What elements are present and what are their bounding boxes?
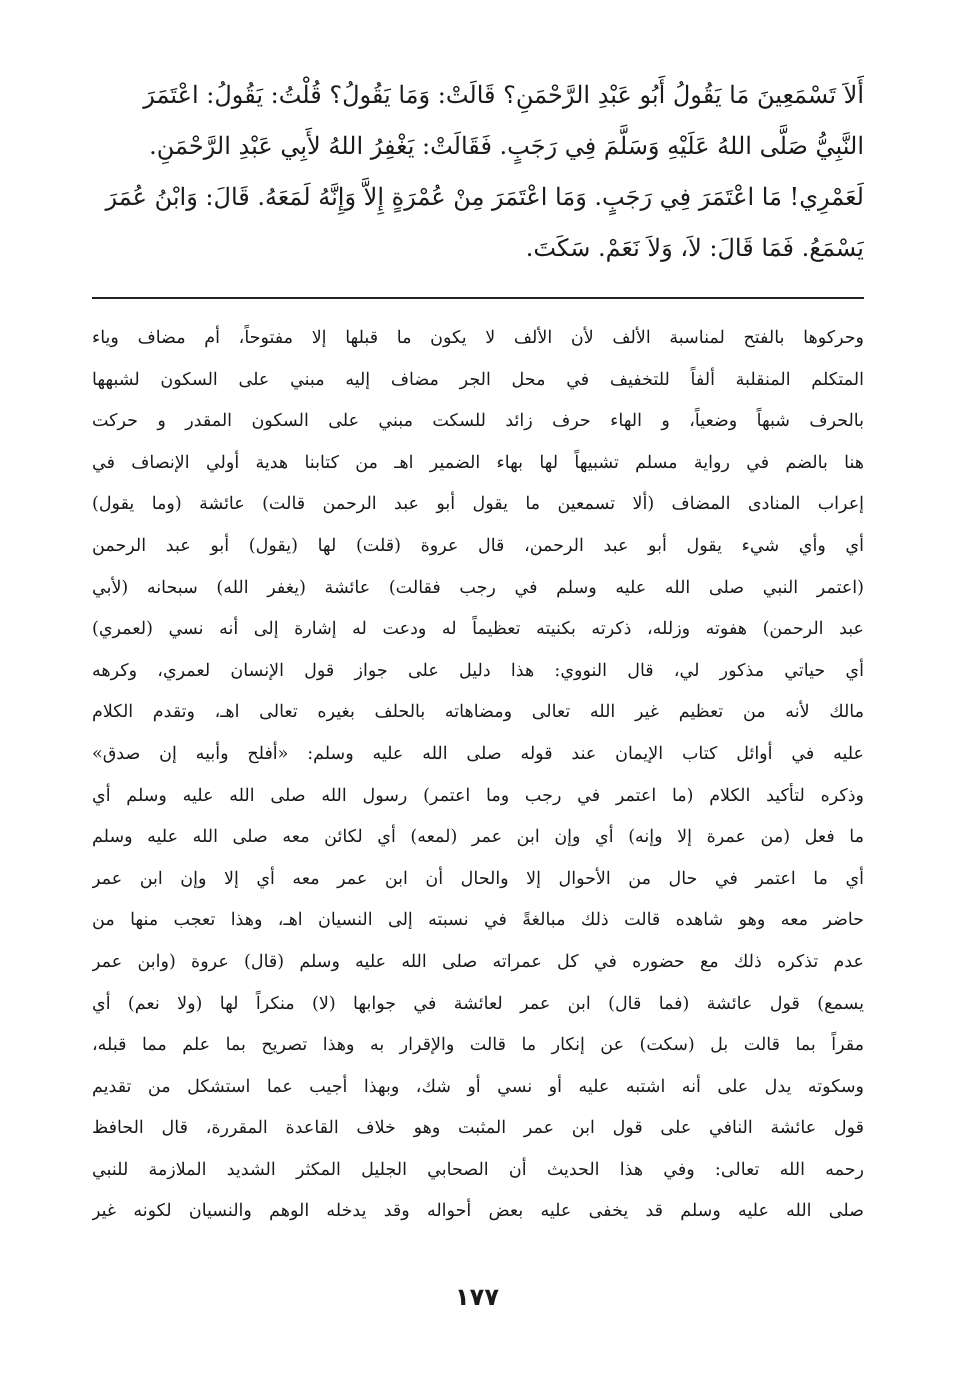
commentary-line: المتكلم المنقلبة ألفاً للتخفيف في محل الجر مضاف إليه مبني على السكون لشبهها — [92, 369, 864, 390]
commentary-line: يسمع) قول عائشة (فما قال) ابن عمر لعائشة في جوابها (لا) منكراً لها (ولا نعم) أي — [92, 993, 864, 1014]
commentary-line: أي ما اعتمر في حال من الأحوال إلا والحال أن ابن عمر معه أي إلا وإن ابن عمر — [92, 868, 864, 889]
commentary-line: وذكره لتأكيد الكلام (ما اعتمر في رجب وما اعتمر) رسول الله صلى الله عليه وسلم أي — [92, 785, 864, 806]
commentary-line: حاضر معه وهو شاهده قالت ذلك مبالغةً في نسبته إلى النسيان اهـ، وهذا تعجب منها من — [92, 910, 864, 931]
commentary-line: صلى الله عليه وسلم قد يخفى عليه بعض أحواله وقد يدخله الوهم والنسيان لكونه غير — [92, 1201, 864, 1222]
commentary-line: عليه في أوائل كتاب الإيمان عند قوله صلى الله عليه وسلم: «أفلح وأبيه إن صدق» — [92, 743, 864, 764]
commentary-line: أي وأي شيء يقول أبو عبد الرحمن، قال عروة (قلت) لها (يقول) أبو عبد الرحمن — [92, 535, 864, 556]
commentary-line: عدم تذكره ذلك مع حضوره في كل عمراته صلى الله عليه وسلم (قال) عروة (وابن عمر — [92, 951, 864, 972]
footnote-separator — [92, 297, 864, 299]
commentary-line: مقراً بما قالت بل (سكت) عن إنكار ما قالت والإقرار به وهذا تصريح بما علم مما قبله، — [92, 1035, 864, 1056]
matn-line: النَّبِيُّ صَلَّى اللهُ عَلَيْهِ وَسَلَّمَ فِي رَجَبٍ. فَقَالَتْ: يَغْفِرُ اللهُ لأَبِي عَبْدِ الرَّحْمَنِ. — [149, 132, 864, 160]
commentary-line: بالحرف شبهاً وضعياً، و الهاء حرف زائد للسكت مبني على السكون المقدر و حركت — [92, 411, 864, 432]
commentary-line: وحركوها بالفتح لمناسبة الألف لأن الألف لا يكون ما قبلها إلا مفتوحاً، أم مضاف وياء — [92, 328, 864, 348]
commentary-line: وسكوته يدل على أنه اشتبه عليه أو نسي أو شك، وبهذا أجيب عما استشكل من تقديم — [92, 1076, 864, 1097]
commentary-line: إعراب المنادى المضاف (ألا تسمعين ما يقول أبو عبد الرحمن قالت) عائشة (وما يقول) — [92, 494, 864, 515]
matn-line: لَعَمْرِي! مَا اعْتَمَرَ فِي رَجَبٍ. وَمَا اعْتَمَرَ مِنْ عُمْرَةٍ إِلاَّ وَإِنَّهُ لَمَعَهُ. قَالَ: وَابْنُ عُمَرَ — [105, 183, 864, 211]
hadith-matn — [92, 70, 864, 274]
commentary-block — [92, 318, 864, 1233]
commentary-line: قول عائشة النافي على قول ابن عمر المثبت وهو خلاف القاعدة المقررة، قال الحافظ — [92, 1118, 864, 1139]
commentary-line: رحمه الله تعالى: وفي هذا الحديث أن الصحابي الجليل المكثر الشديد الملازمة للنبي — [92, 1159, 864, 1180]
commentary-line: مالك لأنه من تعظيم غير الله تعالى ومضاهاته بالحلف بغيره تعالى اهـ، وتقدم الكلام — [92, 702, 864, 723]
commentary-line: عبد الرحمن) هفوته وزلله، ذكرته بكنيته تعظيماً له ودعت له إشارة إلى أنه نسي (لعمري) — [92, 619, 864, 640]
commentary-line: هنا بالضم في رواية مسلم تشبيهاً لها بهاء الضمير اهـ من كتابنا هدية أولي الإنصاف في — [92, 452, 864, 473]
page-number: ١٧٧ — [455, 1283, 499, 1311]
hadith-text-block — [92, 70, 864, 274]
commentary-line: ما فعل (من عمرة إلا وإنه) أي وإن ابن عمر (لمعه) أي لكائن معه صلى الله عليه وسلم — [92, 827, 864, 848]
matn-line: أَلاَ تَسْمَعِينَ مَا يَقُولُ أَبُو عَبْدِ الرَّحْمَنِ؟ قَالَتْ: وَمَا يَقُولُ؟ قُلْتُ: يَقُولُ: اعْتَمَرَ — [143, 81, 864, 109]
commentary-line: (اعتمر النبي صلى الله عليه وسلم في رجب فقالت) عائشة (يغفر الله) سبحانه (لأبي — [92, 577, 864, 598]
commentary-line: أي حياتي مذكور لي، قال النووي: هذا دليل على جواز قول الإنسان لعمري، وكرهه — [92, 660, 864, 681]
matn-line: يَسْمَعُ. فَمَا قَالَ: لاَ، وَلاَ نَعَمْ. سَكَتَ. — [525, 234, 864, 262]
